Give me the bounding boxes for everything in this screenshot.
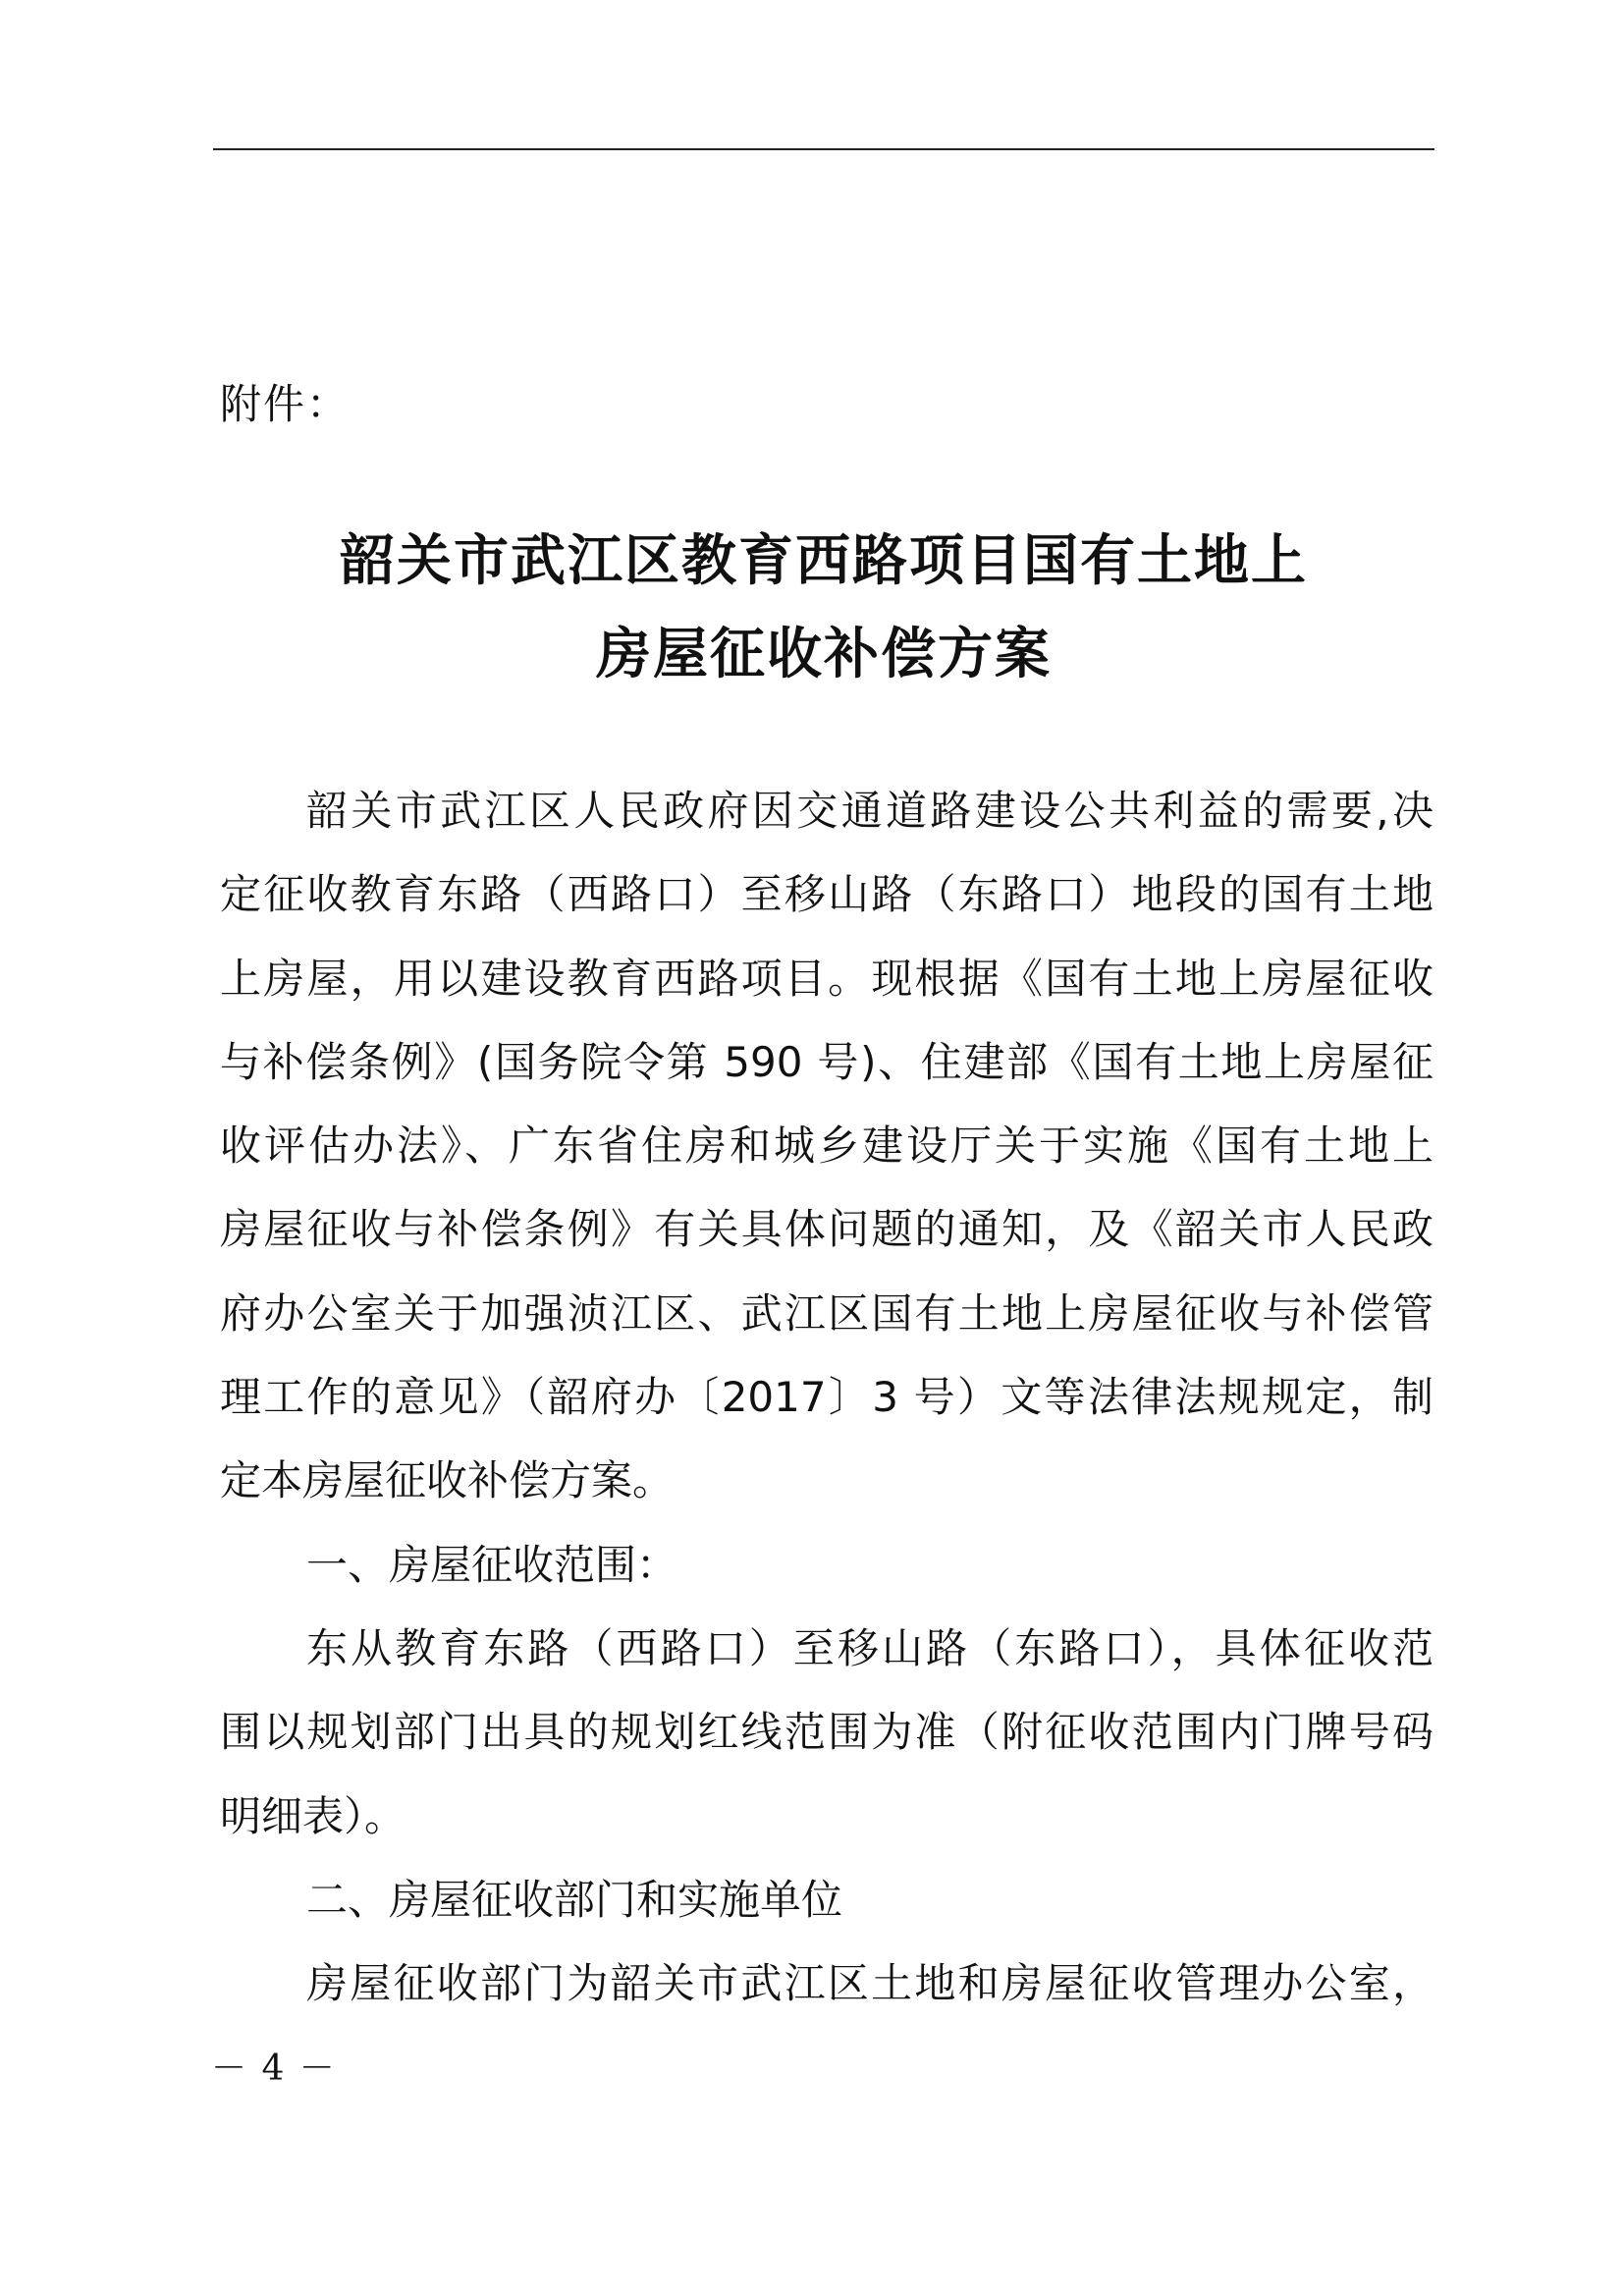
body-line: 一、房屋征收范围： xyxy=(306,1540,678,1589)
body-line: 围以规划部门出具的规划红线范围为准（附征收范围内门牌号码 xyxy=(220,1708,1434,1757)
body-line: 房屋征收部门为韶关市武江区土地和房屋征收管理办公室， xyxy=(306,1959,1434,2008)
document-title-line-1: 韶关市武江区教育西路项目国有土地上 xyxy=(340,529,1308,593)
body-line: 二、房屋征收部门和实施单位 xyxy=(306,1875,843,1924)
body-line: 定征收教育东路（西路口）至移山路（东路口）地段的国有土地 xyxy=(220,870,1434,919)
header-rule xyxy=(213,148,1434,150)
body-line: 理工作的意见》（韶府办〔2017〕3 号）文等法律法规规定，制 xyxy=(220,1373,1434,1422)
body-line: 与补偿条例》(国务院令第 590 号)、住建部《国有土地上房屋征 xyxy=(220,1037,1434,1086)
attachment-label: 附件： xyxy=(220,380,351,428)
body-line: 韶关市武江区人民政府因交通道路建设公共利益的需要,决 xyxy=(306,787,1434,835)
document-title-line-2: 房屋征收补偿方案 xyxy=(596,623,1052,686)
body-line: 府办公室关于加强浈江区、武江区国有土地上房屋征收与补偿管 xyxy=(220,1288,1434,1338)
body-line: 东从教育东路（西路口）至移山路（东路口），具体征收范 xyxy=(306,1623,1434,1672)
body-line: 收评估办法》、广东省住房和城乡建设厅关于实施《国有土地上 xyxy=(220,1121,1434,1171)
body-line: 房屋征收与补偿条例》有关具体问题的通知，及《韶关市人民政 xyxy=(220,1205,1434,1254)
page-number: － 4 － xyxy=(211,2049,337,2089)
body-line: 明细表）。 xyxy=(220,1791,406,1840)
body-line: 定本房屋征收补偿方案。 xyxy=(220,1456,675,1505)
document-body xyxy=(220,769,1434,2025)
body-line: 上房屋，用以建设教育西路项目。现根据《国有土地上房屋征收 xyxy=(220,954,1434,1003)
